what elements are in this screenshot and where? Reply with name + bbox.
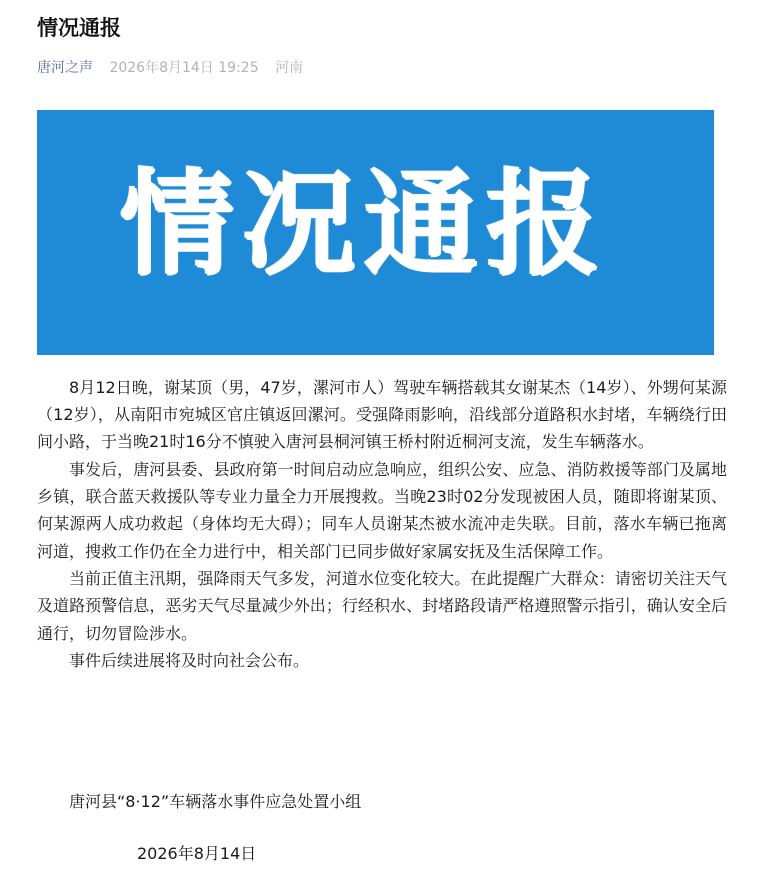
body-paragraph: 当前正值主汛期，强降雨天气多发，河道水位变化较大。在此提醒广大群众：请密切关注天气及道路预警信息，恶劣天气尽量减少外出；行经积水、封堵路段请严格遵照警示指引，确认安全后通行，切勿冒险涉水。 — [37, 569, 727, 643]
article-meta — [37, 58, 303, 78]
body-paragraph: 事发后，唐河县委、县政府第一时间启动应急响应，组织公安、应急、消防救援等部门及属地乡镇，联合蓝天救援队等专业力量全力开展搜救。当晚23时02分发现被困人员，随即将谢某顶、何某源两人成功救起（身体均无大碍）；同车人员谢某杰被水流冲走失联。目前，落水车辆已拖离河道，搜救工作仍在全力进行中，相关部门已同步做好家属安抚及生活保障工作。 — [37, 460, 727, 561]
body-paragraph: 事件后续进展将及时向社会公布。 — [69, 651, 310, 671]
signature-organization: 唐河县“8·12”车辆落水事件应急处置小组 — [69, 792, 362, 811]
title-banner-image — [37, 110, 714, 355]
signature-date: 2026年8月14日 — [137, 844, 257, 863]
body-paragraph: 8月12日晚，谢某顶（男，47岁，漯河市人）驾驶车辆搭载其女谢某杰（14岁）、外甥何某源（12岁），从南阳市宛城区官庄镇返回漯河。受强降雨影响，沿线部分道路积水封堵，车辆绕行田间小路，于当晚21时16分不慎驶入唐河县桐河镇王桥村附近桐河支流，发生车辆落水。 — [37, 378, 727, 452]
banner-text: 情况通报 — [119, 157, 608, 290]
article-body — [37, 374, 727, 675]
publish-location: 河南 — [275, 60, 304, 76]
source-account-link[interactable]: 唐河之声 — [37, 60, 93, 76]
article-title: 情况通报 — [37, 16, 121, 40]
publish-time: 2026年8月14日 19:25 — [109, 60, 259, 76]
